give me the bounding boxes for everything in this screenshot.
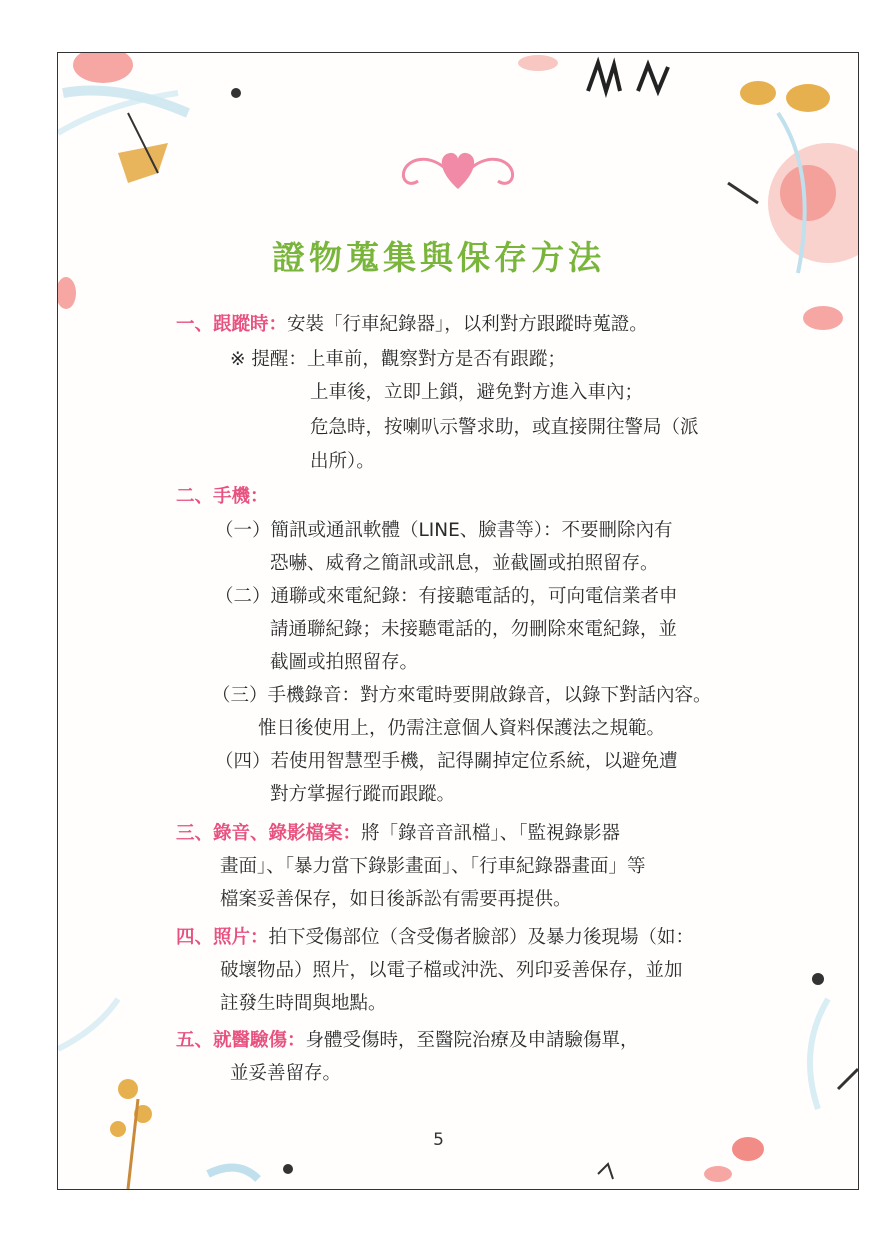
section-4-line-3: 註發生時間與地點。 <box>220 993 387 1014</box>
section-1-text: 安裝「行車紀錄器」，以利對方跟蹤時蒐證。 <box>287 314 648 335</box>
phone-item-4-line-2: 對方掌握行蹤而跟蹤。 <box>270 784 456 805</box>
reminder-line-4: 出所）。 <box>310 451 375 472</box>
section-3-line-2: 畫面」、「暴力當下錄影畫面」、「行車紀錄器畫面」等 <box>220 856 646 877</box>
section-3-heading: 三、錄音、錄影檔案： <box>176 823 362 844</box>
section-5-text-1: 身體受傷時，至醫院治療及申請驗傷單， <box>305 1030 639 1051</box>
reminder-label: ※ 提醒： <box>230 349 307 370</box>
section-1-heading: 一、跟蹤時： <box>176 314 288 335</box>
section-2-heading: 二、手機： <box>176 486 269 507</box>
section-5-line-2: 並妥善留存。 <box>230 1063 342 1084</box>
section-5-line-1 <box>176 1030 639 1052</box>
phone-item-1-line-1: （一）簡訊或通訊軟體（LINE、臉書等）：不要刪除內有 <box>215 520 673 541</box>
section-3-line-3: 檔案妥善保存，如日後訴訟有需要再提供。 <box>220 889 572 910</box>
section-3-text-1: 將「錄音音訊檔」、「監視錄影器 <box>361 823 621 844</box>
section-4-text-1: 拍下受傷部位（含受傷者臉部）及暴力後現場（如： <box>268 927 695 948</box>
reminder-line <box>230 349 566 371</box>
phone-item-2-line-3: 截圖或拍照留存。 <box>270 652 419 673</box>
section-4-heading: 四、照片： <box>176 927 269 948</box>
section-4-line-1 <box>176 927 694 949</box>
floral-decoration-bottom-right <box>558 949 858 1189</box>
phone-item-4-line-1: （四）若使用智慧型手機，記得關掉定位系統，以避免遭 <box>215 751 678 772</box>
floral-decoration-bottom-left <box>58 989 318 1189</box>
page-number: 5 <box>433 1130 444 1150</box>
phone-item-2-line-2: 請通聯紀錄；未接聽電話的，勿刪除來電紀錄，並 <box>270 619 678 640</box>
page-title: 證物蒐集與保存方法 <box>272 238 605 277</box>
section-1-line <box>176 314 648 336</box>
reminder-line-1: 上車前，觀察對方是否有跟蹤； <box>306 349 566 370</box>
floral-decoration-top-right <box>518 53 858 353</box>
phone-item-3-line-1: （三）手機錄音：對方來電時要開啟錄音，以錄下對話內容。 <box>212 685 712 706</box>
phone-item-1-line-2: 恐嚇、威脅之簡訊或訊息，並截圖或拍照留存。 <box>270 553 659 574</box>
phone-item-3-line-2: 惟日後使用上，仍需注意個人資料保護法之規範。 <box>258 718 666 739</box>
heart-ornament-icon <box>398 141 518 197</box>
section-3-line-1 <box>176 823 620 845</box>
phone-item-2-line-1: （二）通聯或來電紀錄：有接聽電話的，可向電信業者申 <box>215 586 678 607</box>
reminder-line-3: 危急時，按喇叭示警求助，或直接開往警局（派 <box>310 417 699 438</box>
section-4-line-2: 破壞物品）照片，以電子檔或沖洗、列印妥善保存，並加 <box>220 960 683 981</box>
section-5-heading: 五、就醫驗傷： <box>176 1030 306 1051</box>
floral-decoration-top-left <box>58 53 318 253</box>
reminder-line-2: 上車後，立即上鎖，避免對方進入車內； <box>310 382 644 403</box>
